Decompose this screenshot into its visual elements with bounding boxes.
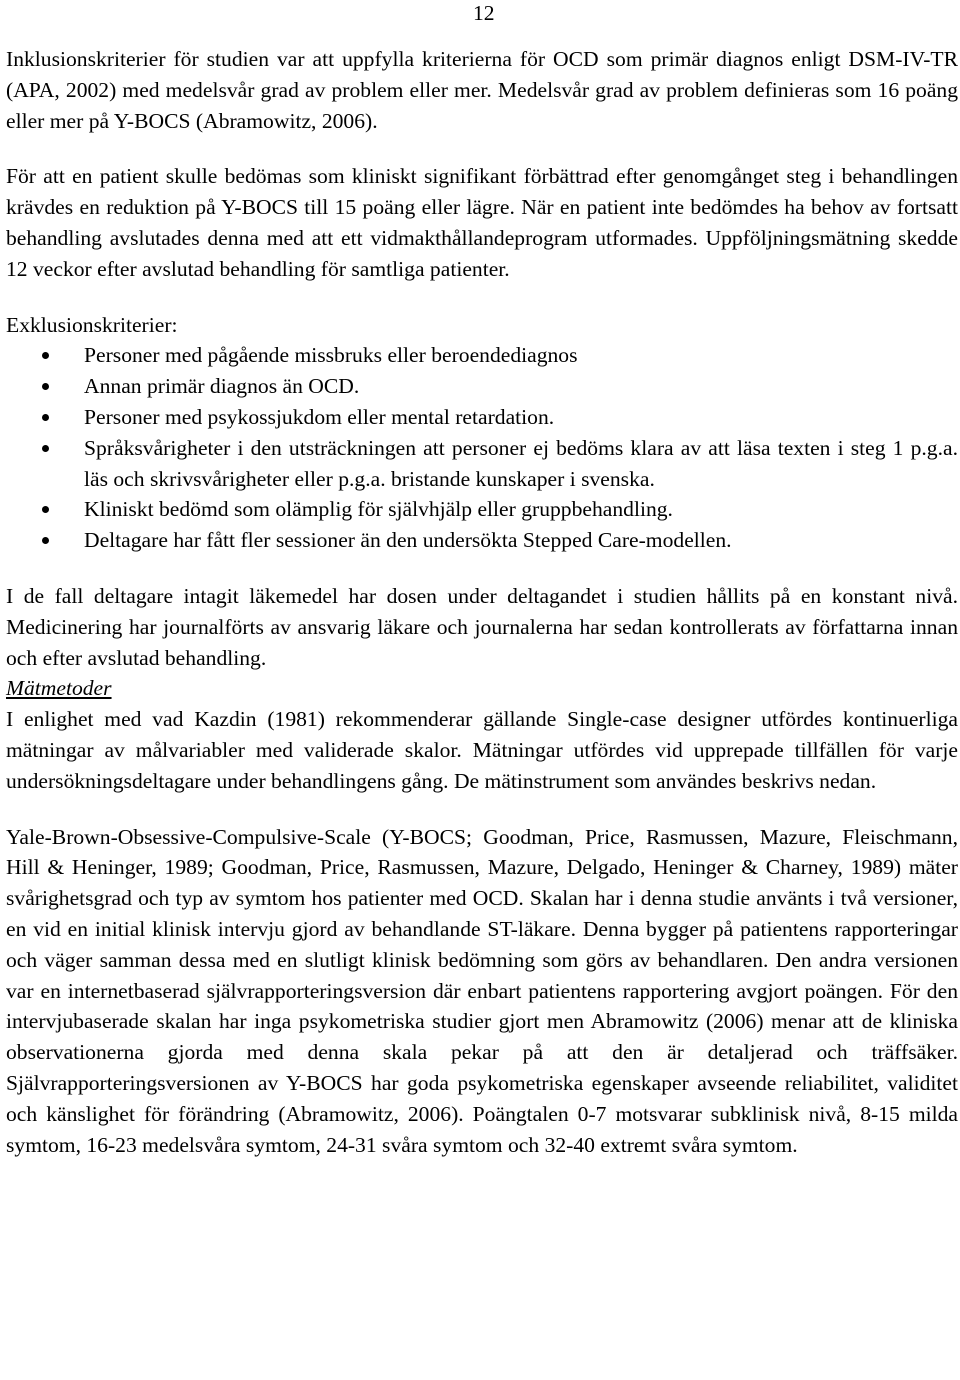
list-item-text: Annan primär diagnos än OCD. (84, 374, 360, 399)
list-item (6, 525, 958, 556)
paragraph-methods: I enlighet med vad Kazdin (1981) rekommenderar gällande Single-case designer utfördes kontinuerliga mätningar av målvariabler med validerade skalor. Mätningar utfördes vid upprepade tillfällen för varje undersökningsdeltagare under behandlingens gång. De mätinstrument som användes beskrivs nedan. (6, 707, 958, 793)
bullet-icon (42, 506, 49, 513)
paragraph-ybocs: Yale-Brown-Obsessive-Compulsive-Scale (Y-BOCS; Goodman, Price, Rasmussen, Mazure, Fleischmann, Hill & Heninger, 1989; Goodman, Price, Rasmussen, Mazure, Delgado, Heninger & Charney, 1989) mäter svårighetsgrad och typ av symtom hos patienter med OCD. Skalan har i denna studie använts i två versioner, en vid en initial klinisk intervju gjord av behandlande ST-läkare. Denna bygger på patientens rapporteringar och väger samman dessa med en slutligt klinisk bedömning som görs av behandlaren. Den andra versionen var en internetbaserad självrapporteringsversion där enbart patientens rapportering avgjort poängen. För den intervjubaserade skalan har inga psykometriska studier gjort men Abramowitz (2006) menar att de kliniska observationerna gjorda med denna skala pekar på att den är detaljerad och träffsäker. Självrapporteringsversionen av Y-BOCS har goda psykometriska egenskaper avseende reliabilitet, validitet och känslighet för förändring (Abramowitz, 2006). Poängtalen 0-7 motsvarar subklinisk nivå, 8-15 milda symtom, 16-23 medelsvåra symtom, 24-31 svåra symtom och 32-40 extremt svåra symtom. (6, 824, 958, 1157)
list-item (6, 371, 958, 402)
bullet-icon (42, 414, 49, 421)
list-item-text: Personer med psykossjukdom eller mental retardation. (84, 404, 555, 429)
list-item-text: Kliniskt bedömd som olämplig för självhjälp eller gruppbehandling. (84, 497, 673, 522)
bullet-icon (42, 537, 49, 544)
list-item (6, 340, 958, 371)
paragraph-inclusion-criteria: Inklusionskriterier för studien var att uppfylla kriterierna för OCD som primär diagnos enligt DSM-IV-TR (APA, 2002) med medelsvår grad av problem eller mer. Medelsvår grad av problem definieras som 16 poäng eller mer på Y-BOCS (Abramowitz, 2006). (6, 47, 958, 133)
bullet-icon (42, 383, 49, 390)
list-item-text: Deltagare har fått fler sessioner än den undersökta Stepped Care-modellen. (84, 528, 732, 553)
document-body (6, 44, 958, 1160)
paragraph-medication: I de fall deltagare intagit läkemedel har dosen under deltagandet i studien hållits på en konstant nivå. Medicinering har journalförts av ansvarig läkare och journalerna har sedan kontrollerats av författarna innan och efter avslutad behandling. (6, 583, 958, 670)
bullet-icon (42, 445, 49, 452)
list-item (6, 402, 958, 433)
paragraph-clinical-improvement: För att en patient skulle bedömas som kliniskt signifikant förbättrad efter genomgånget steg i behandlingen krävdes en reduktion på Y-BOCS till 15 poäng eller lägre. När en patient inte bedömdes ha behov av fortsatt behandling avslutades denna med att ett vidmakthållandeprogram utformades. Uppföljningsmätning skedde 12 veckor efter avslutad behandling för samtliga patienter. (6, 164, 958, 281)
exclusion-criteria-label: Exklusionskriterier: (6, 312, 178, 337)
list-item (6, 433, 958, 495)
section-heading-methods: Mätmetoder (6, 676, 112, 701)
bullet-icon (42, 352, 49, 359)
list-item (6, 494, 958, 525)
page-number: 12 (473, 1, 495, 25)
list-item-text: Personer med pågående missbruks eller beroendediagnos (84, 343, 578, 368)
exclusion-criteria-list (6, 340, 958, 556)
list-item-text: Språksvårigheter i den utsträckningen att personer ej bedöms klara av att läsa texten i steg 1 p.g.a. läs och skrivsvårigheter eller p.g.a. bristande kunskaper i svenska. (84, 435, 958, 491)
